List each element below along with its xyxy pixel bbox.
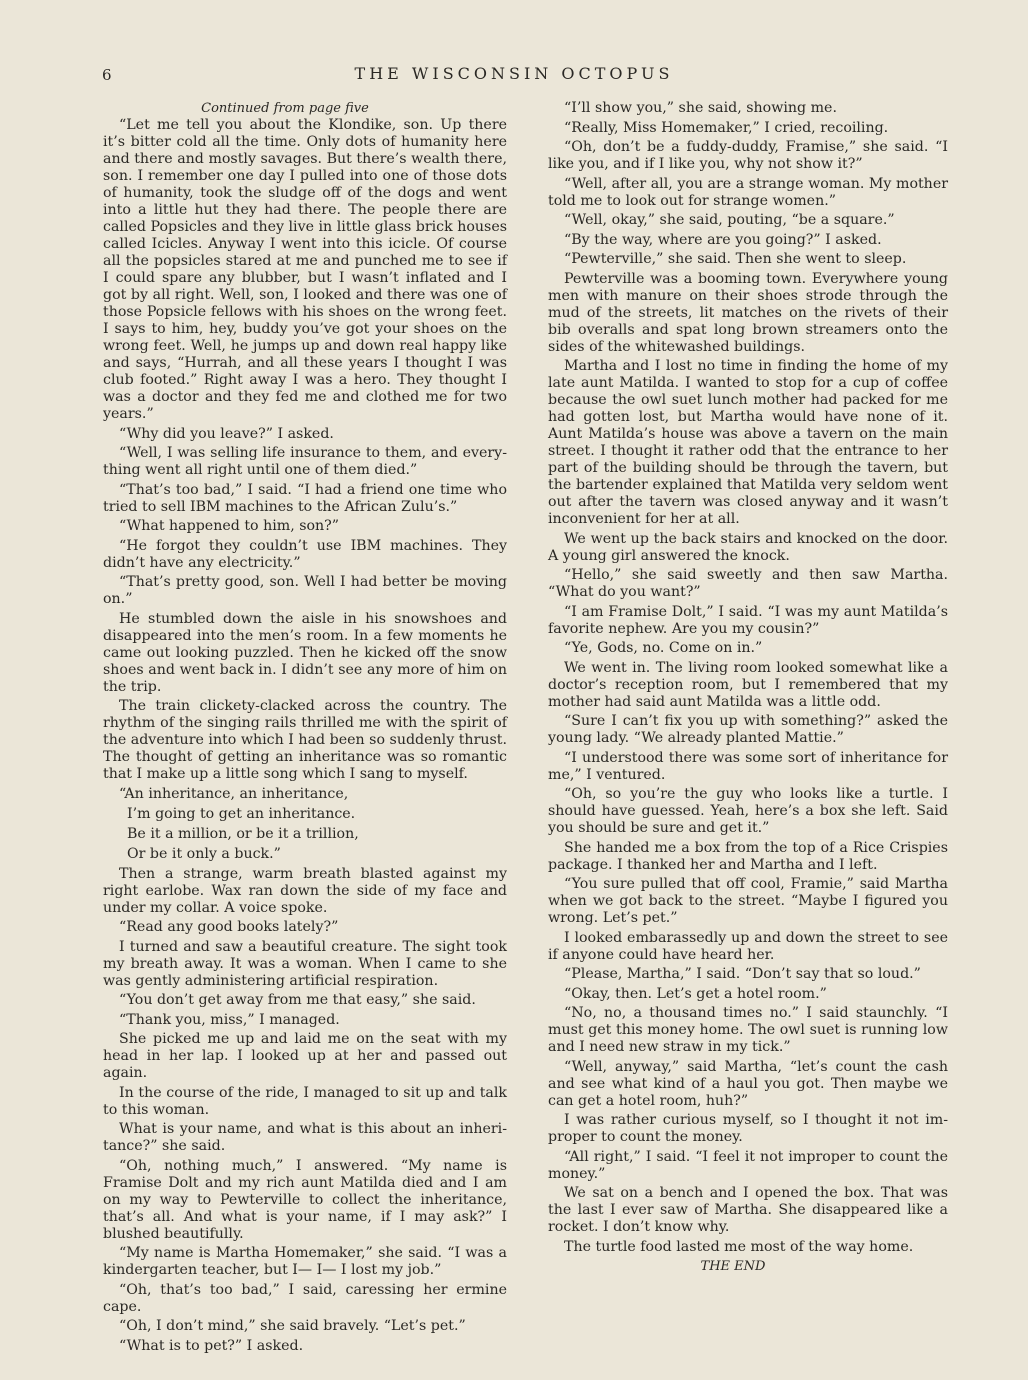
paragraph: “You sure pulled that off cool, Framie,” said Martha when we got back to the street. “Maybe I figured you wrong. Let’s pet.” [548,876,948,926]
paragraph: “Sure I can’t fix you up with something?” asked the young lady. “We already planted Mattie.” [548,713,948,746]
right-paragraphs [548,100,948,1256]
paragraph: We sat on a bench and I opened the box. That was the last I ever saw of Martha. She disappeared like a rocket. I don’t know why. [548,1185,948,1235]
paragraph: I was rather curious myself, so I thought it not improper to count the money. [548,1112,948,1145]
paragraph: “You don’t get away from me that easy,” she said. [119,992,476,1008]
paragraph: “All right,” I said. “I feel it not improper to count the money.” [548,1148,948,1182]
paragraph: She handed me a box from the top of a Rice Crispies package. I thanked her and Martha and I left. [548,839,948,873]
running-head: THE WISCONSIN OCTOPUS [354,64,674,83]
paragraph: “Oh, that’s too bad,” I said, caressing her ermine cape. [103,1281,507,1315]
paragraph: “My name is Martha Homemaker,” she said. “I was a kindergarten teacher, but I— I— I lost my job.” [103,1245,507,1278]
paragraph: “Okay, then. Let’s get a hotel room.” [564,985,827,1002]
paragraph: “Oh, nothing much,” I answered. “My name is Framise Dolt and my rich aunt Matilda died and I am on my way to Pewterville to collect the inheritance, that’s all. And what is your name, if I may ask?” I blushed beautifully. [103,1157,507,1242]
paragraph: “Oh, don’t be a fuddy-duddy, Framise,” she said. “I like you, and if I like you, why not show it?” [548,139,948,172]
paragraph: “That’s pretty good, son. Well I had better be moving on.” [103,574,507,607]
paragraph: “Really, Miss Homemaker,” I cried, recoiling. [564,119,889,136]
paragraph: Then a strange, warm breath blasted against my right earlobe. Wax ran down the side of my face and under my collar. A voice spoke. [103,865,507,916]
paragraph: “Pewterville,” she said. Then she went to sleep. [564,251,907,267]
paragraph: “Oh, so you’re the guy who looks like a turtle. I should have guessed. Yeah, here’s a box she left. Said you should be sure and get it.” [548,786,948,836]
paragraph: “Hello,” she said sweetly and then saw Martha. “What do you want?” [548,567,948,600]
paragraph: The turtle food lasted me most of the way home. [564,1238,914,1255]
paragraph: “What happened to him, son?” [119,518,340,534]
paragraph: “Well, anyway,” said Martha, “let’s count the cash and see what kind of a haul you got. Then maybe we can get a hotel room, huh?” [548,1058,948,1109]
paragraph: In the course of the ride, I managed to sit up and talk to this woman. [103,1084,507,1118]
paragraph: “I’ll show you,” she said, showing me. [564,100,837,116]
left-paragraphs [103,117,507,783]
paragraph: Be it a million, or be it a trillion, [127,825,359,842]
left-paragraphs-after [103,866,507,1355]
paragraph: “By the way, where are you going?” I asked. [564,231,882,248]
paragraph: We went in. The living room looked somewhat like a doctor’s reception room, but I remembered that my mother had said aunt Matilda was a little odd. [548,659,948,710]
paragraph: “He forgot they couldn’t use IBM machines. They didn’t have any electricity.” [103,537,507,571]
song-verse [103,786,507,863]
paragraph: “Well, okay,” she said, pouting, “be a square.” [564,212,895,228]
paragraph: She picked me up and laid me on the seat with my head in her lap. I looked up at her and passed out again. [103,1031,507,1081]
paragraph: “I understood there was some sort of inheritance for me,” I ventured. [548,749,948,783]
paragraph: What is your name, and what is this about an inheritance?” she said. [103,1121,507,1154]
paragraph: “Why did you leave?” I asked. [119,425,334,442]
paragraph: He stumbled down the aisle in his snowshoes and disappeared into the men’s room. In a few moments he came out looking puzzled. Then he kicked off the snow shoes and went back in. I didn’t see any more of him on the trip. [103,610,507,695]
the-end: THE END [700,1259,766,1274]
paragraph: “No, no, a thousand times no.” I said staunchly. “I must get this money home. The owl suet is running low and I need new straw in my tick.” [548,1005,948,1055]
paragraph: Pewterville was a booming town. Everywhere young men with manure on their shoes strode through the mud of the streets, lit matches on the rivets of their bib overalls and spat long brown streamers onto the sides of the whitewashed buildings. [548,270,948,355]
paragraph: “What is to pet?” I asked. [119,1337,304,1354]
paragraph: We went up the back stairs and knocked on the door. A young girl answered the knock. [548,530,948,564]
paragraph: I looked embarassedly up and down the street to see if anyone could have heard her. [548,929,948,963]
paragraph: “I am Framise Dolt,” I said. “I was my aunt Matilda’s favorite nephew. Are you my cousin?” [548,603,948,637]
paragraph: “Ye, Gods, no. Come on in.” [564,640,763,656]
paragraph: Martha and I lost no time in finding the home of my late aunt Matilda. I wanted to stop for a cup of coffee because the owl suet lunch mother had packed for me had gotten lost, but Martha would have none of it. Aunt Matilda’s house was above a tavern on the main street. I thought it rather odd that the entrance to her part of the building should be through the tavern, but the bartender explained that Matilda very seldom went out after the tavern was closed anyway and it wasn’t inconvenient for her at all. [548,358,948,527]
continued-note: Continued from page five [201,101,369,116]
paragraph: The train clickety-clacked across the country. The rhythm of the singing rails thrilled me with the spirit of the adventure into which I had been so suddenly thrust. The thought of getting an inheritance was so romantic that I make up a little song which I sang to myself. [103,698,507,782]
left-column [103,100,507,1357]
page-number: 6 [102,66,113,84]
paragraph: “Read any good books lately?” [119,919,339,935]
paragraph: “Thank you, miss,” I managed. [119,1011,340,1028]
paragraph: “Oh, I don’t mind,” she said bravely. “Let’s pet.” [119,1318,466,1334]
paragraph: “Well, I was selling life insurance to them, and everything went all right until one of them died.” [103,445,507,478]
paragraph: I’m going to get an inheritance. [127,805,356,822]
right-column [548,100,948,1275]
paragraph: “An inheritance, an inheritance, [119,785,349,802]
paragraph: “Let me tell you about the Klondike, son. Up there it’s bitter cold all the time. Only dots of humanity here and there and mostly savages. But there’s wealth there, son. I remember one day I pulled into one of those dots of humanity, took the sludge off of the dogs and went into a little hut they had there. The people there are called Popsicles and they live in little glass brick houses called Icicles. Anyway I went into this icicle. Of course all the popsicles stared at me and punched me to see if I could spare any blubber, but I wasn’t inflated and I got by all right. Well, son, I looked and there was one of those Popsicle fellows with his shoes on the wrong feet. I says to him, hey, buddy you’ve got your shoes on the wrong feet. Well, he jumps up and down real happy like and says, “Hurrah, and all these years I thought I was club footed.” Right away I was a hero. They thought I was a doctor and they fed me and clothed me for two years.” [103,117,507,422]
paragraph: Or be it only a buck.” [127,845,281,862]
paragraph: “Please, Martha,” I said. “Don’t say that so loud.” [564,966,921,982]
paragraph: “Well, after all, you are a strange woman. My mother told me to look out for strange women.” [548,175,948,209]
paragraph: “That’s too bad,” I said. “I had a friend one time who tried to sell IBM machines to the African Zulu’s.” [103,481,507,515]
paragraph: I turned and saw a beautiful creature. The sight took my breath away. It was a woman. When I came to she was gently administering artificial respiration. [103,938,507,989]
